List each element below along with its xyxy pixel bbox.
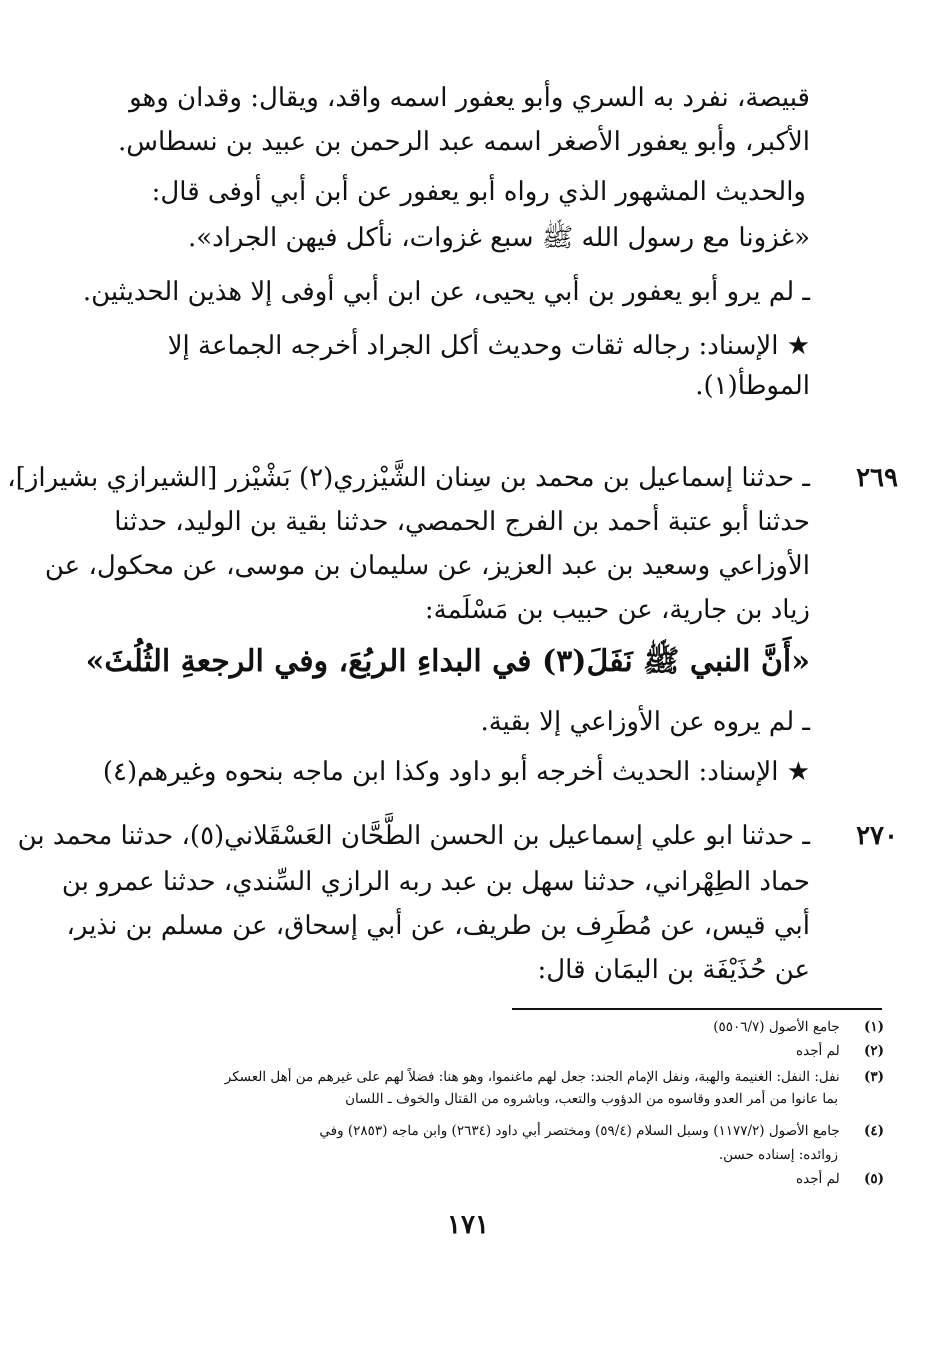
footnote-text: نفل: النفل: الغنيمة والهبة، ونفل الإمام الجند: جعل لهم ماغنموا، وهو هنا: فضلاً لهم على غيرهم من أهل العسكر xyxy=(224,1069,840,1085)
text-line: الأوزاعي وسعيد بن عبد العزيز، عن سليمان بن موسى، عن محكول، عن xyxy=(44,551,810,581)
footnote-separator xyxy=(512,1008,882,1010)
text-line: أبي قيس، عن مُطَرِف بن طريف، عن أبي إسحاق، عن مسلم بن نذير، xyxy=(66,911,810,941)
footnote xyxy=(319,1120,884,1142)
text-line: ـ حدثنا إسماعيل بن محمد بن سِنان الشَّيْزري(٢) بَشْيْزر [الشيرازي بشيراز]، xyxy=(7,463,810,493)
isnad-line: ★ الإسناد: رجاله ثقات وحديث أكل الجراد أخرجه الجماعة إلا xyxy=(167,331,810,361)
quote-line: «غزونا مع رسول الله ﷺ سبع غزوات، نأكل فيهن الجراد». xyxy=(187,223,810,253)
text-line: ـ لم يروه عن الأوزاعي إلا بقية. xyxy=(480,707,810,737)
footnote xyxy=(796,1040,884,1062)
footnote-label: (١) xyxy=(863,1019,884,1035)
footnote-text: جامع الأصول (١١٧٧/٢) وسبل السلام (٥٩/٤) ومختصر أبي داود (٢٦٣٤) وابن ماجه (٢٨٥٣) وفي xyxy=(319,1123,840,1139)
text-line: ـ لم يرو أبو يعفور بن أبي يحيى، عن ابن أبي أوفى إلا هذين الحديثين. xyxy=(82,277,810,307)
isnad-line: ★ الإسناد: الحديث أخرجه أبو داود وكذا ابن ماجه بنحوه وغيرهم(٤) xyxy=(102,757,810,787)
text-line: حماد الطِهْراني، حدثنا سهل بن عبد ربه الرازي السِّندي، حدثنا عمرو بن xyxy=(61,867,810,897)
text-line: زياد بن جارية، عن حبيب بن مَسْلَمة: xyxy=(424,595,810,625)
text-line: ـ حدثنا ابو علي إسماعيل بن الحسن الطَّحَّان العَسْقَلاني(٥)، حدثنا محمد بن xyxy=(17,821,810,851)
footnote-label: (٢) xyxy=(863,1043,884,1059)
text-line: الأكبر، وأبو يعفور الأصغر اسمه عبد الرحمن بن عبيد بن نسطاس. xyxy=(117,127,810,157)
page-number: ١٧١ xyxy=(447,1210,489,1240)
footnote-label: (٥) xyxy=(863,1171,884,1187)
hadith-text: «أَنَّ النبي ﷺ نَفَلَ(٣) في البداءِ الربُعَ، وفي الرجعةِ الثُلُثَ» xyxy=(85,644,810,679)
footnote-label: (٣) xyxy=(863,1069,884,1085)
footnote xyxy=(713,1016,884,1038)
footnote-label: (٤) xyxy=(863,1123,884,1139)
footnote-continuation: بما عانوا من أمر العدو وقاسوه من الدؤوب والتعب، وباشروه من القتال والخوف ـ اللسان xyxy=(345,1091,838,1107)
text-line: والحديث المشهور الذي رواه أبو يعفور عن أبن أبي أوفى قال: xyxy=(151,177,806,207)
footnote xyxy=(225,1066,884,1088)
hadith-number: ٢٧٠ xyxy=(856,821,898,851)
text-line: قبيصة، نفرد به السري وأبو يعفور اسمه واقد، ويقال: وقدان وهو xyxy=(129,83,810,113)
footnote-text: لم أجده xyxy=(796,1171,840,1187)
footnote-continuation: زوائده: إسناده حسن. xyxy=(718,1147,838,1163)
footnote-text: لم أجده xyxy=(796,1043,840,1059)
text-line: حدثنا أبو عتبة أحمد بن الفرج الحمصي، حدثنا بقية بن الوليد، حدثنا xyxy=(114,507,810,537)
text-line: عن حُذَيْفَة بن اليمَان قال: xyxy=(537,955,810,985)
hadith-number: ٢٦٩ xyxy=(856,463,898,493)
text-line: الموطأ(١). xyxy=(695,371,810,401)
footnote xyxy=(796,1168,884,1190)
footnote-text: جامع الأصول (٥٥٠٦/٧) xyxy=(713,1019,840,1035)
